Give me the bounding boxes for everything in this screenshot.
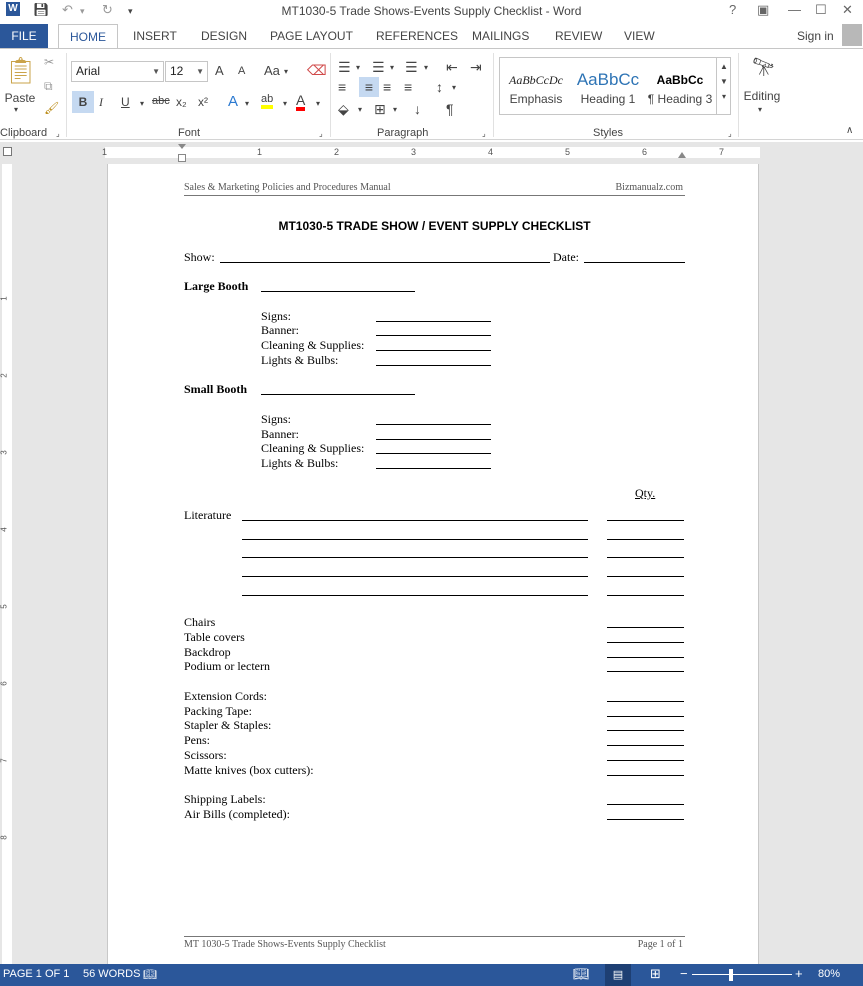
undo-dropdown-icon[interactable]: ▾ [80,6,85,16]
chevron-down-icon: ▼ [152,67,160,76]
divider [493,53,494,137]
qty-line[interactable] [607,775,684,776]
window-title: MT1030-5 Trade Shows-Events Supply Checklist - Word [281,4,582,18]
literature-line[interactable] [242,539,588,540]
borders-dropdown-icon[interactable]: ▾ [393,105,398,114]
qty-line[interactable] [607,730,684,731]
small-booth-item: Lights & Bulbs: [261,456,339,470]
ruler-tick: 3 [0,450,9,455]
large-booth-item-line[interactable] [376,350,491,351]
tab-view[interactable]: VIEW [624,29,655,43]
small-booth-item-line[interactable] [376,468,491,469]
ruler-tick: 7 [719,147,725,157]
highlight-dropdown-icon[interactable]: ▾ [283,99,288,108]
maximize-icon[interactable]: ☐ [815,2,827,17]
style-heading-3[interactable] [644,58,716,114]
literature-line[interactable] [242,576,588,577]
proofing-icon[interactable]: 📖︎ [143,969,157,981]
styles-group-label: Styles [593,127,623,139]
ruler-tick: 3 [411,147,417,157]
literature-line[interactable] [242,520,588,521]
qty-line[interactable] [607,642,684,643]
ruler-tick: 1 [0,296,9,301]
strikethrough-button[interactable]: abc [152,95,170,107]
styles-scroll[interactable] [716,58,731,114]
tab-review[interactable]: REVIEW [555,29,603,43]
zoom-in-icon[interactable]: + [795,966,803,981]
font-group-label: Font [178,127,201,139]
ruler-tick: 7 [0,758,9,763]
word-logo-icon: W [6,2,20,16]
copy-icon[interactable]: ⧉ [44,79,53,93]
large-booth-item: Signs: [261,309,292,323]
supply-item: Pens: [184,733,211,747]
ruler-tick: 6 [642,147,648,157]
large-booth-item: Cleaning & Supplies: [261,338,365,352]
zoom-out-icon[interactable]: − [680,966,688,981]
large-booth-field-line[interactable] [261,291,415,292]
chevron-down-icon[interactable]: ▼ [720,77,728,86]
font-color-dropdown-icon[interactable]: ▾ [316,99,321,108]
minimize-icon[interactable]: — [788,2,801,17]
small-booth-item-line[interactable] [376,439,491,440]
text-effects-dropdown-icon[interactable]: ▾ [245,99,250,108]
shading-icon[interactable]: ⬙ [338,101,349,117]
borders-icon[interactable]: ⊞ [374,101,386,117]
save-icon[interactable]: 💾︎ [33,2,50,17]
qty-line[interactable] [607,819,684,820]
divider [330,53,331,137]
qty-line[interactable] [607,716,684,717]
paste-dropdown-icon[interactable]: ▾ [14,105,19,114]
qty-line[interactable] [607,539,684,540]
tab-design[interactable]: DESIGN [201,29,248,43]
page-header-left: Sales & Marketing Policies and Procedures Manual [184,182,391,193]
divider [738,53,739,137]
qty-line[interactable] [607,701,684,702]
change-case-dropdown-icon[interactable]: ▾ [284,67,289,76]
supply-item: Backdrop [184,645,231,659]
ruler-tick: 4 [488,147,494,157]
clipboard-group-label: Clipboard [0,127,48,139]
show-field-line[interactable] [220,262,550,263]
qty-line[interactable] [607,745,684,746]
supply-item: Matte knives (box cutters): [184,763,314,777]
ruler-tick: 2 [334,147,340,157]
binoculars-icon[interactable]: 🔭︎ [752,57,775,77]
style-name: ¶ Heading 3 [647,92,713,106]
literature-line[interactable] [242,557,588,558]
font-name-value: Arial [76,64,101,78]
ruler-tick: 4 [0,527,9,532]
align-center-icon[interactable]: ≡ [359,77,379,97]
tab-file[interactable]: FILE [0,24,48,48]
avatar[interactable] [842,24,862,46]
bullets-icon[interactable]: ☰ [338,59,351,75]
small-booth-item: Cleaning & Supplies: [261,441,365,455]
decrease-indent-icon[interactable]: ⇤ [446,59,458,75]
large-booth-item-line[interactable] [376,321,491,322]
underline-dropdown-icon[interactable]: ▾ [140,99,145,108]
tab-home[interactable]: HOME [58,24,118,49]
numbering-icon[interactable]: ☰ [372,59,385,75]
cut-icon[interactable]: ✂ [44,55,55,69]
style-preview: AaBbCcDc [509,73,563,87]
ruler-tick: 5 [0,604,9,609]
italic-button[interactable]: I [99,95,103,109]
qty-line[interactable] [607,520,684,521]
bullets-dropdown-icon[interactable]: ▾ [356,63,361,72]
font-launcher-icon[interactable]: ⌟ [319,129,323,138]
numbering-dropdown-icon[interactable]: ▾ [390,63,395,72]
large-booth-item: Lights & Bulbs: [261,353,339,367]
document-page[interactable] [107,164,759,964]
small-booth-item: Banner: [261,427,299,441]
supply-item: Scissors: [184,748,227,762]
qty-line[interactable] [607,627,684,628]
font-size-combo[interactable] [165,61,208,82]
chevron-down-icon: ▼ [196,67,204,76]
shading-dropdown-icon[interactable]: ▾ [358,105,363,114]
large-booth-heading: Large Booth [184,279,249,293]
ruler-tick: 6 [0,681,9,686]
styles-gallery [499,57,731,115]
change-case-button[interactable]: Aa [264,63,280,78]
large-booth-item-line[interactable] [376,335,491,336]
literature-line[interactable] [242,595,588,596]
line-spacing-icon[interactable]: ↕ [436,79,443,95]
paragraph-group-label: Paragraph [377,127,429,139]
style-preview: AaBbCc [656,73,704,87]
tab-insert[interactable]: INSERT [133,29,177,43]
styles-launcher-icon[interactable]: ⌟ [728,129,732,138]
ribbon [0,48,863,140]
style-preview: AaBbCc [576,70,640,89]
multilevel-list-icon[interactable]: ☰ [405,59,418,75]
small-booth-field-line[interactable] [261,394,415,395]
qty-line[interactable] [607,804,684,805]
text-effects-icon[interactable]: A [228,93,239,110]
increase-indent-icon[interactable]: ⇥ [470,59,482,75]
small-booth-heading: Small Booth [184,382,248,396]
small-booth-item: Signs: [261,412,292,426]
show-hide-formatting-button[interactable]: ¶ [446,101,454,117]
redo-icon[interactable]: ↻ [102,2,113,17]
tab-page-layout[interactable]: PAGE LAYOUT [270,29,353,43]
horizontal-ruler[interactable] [0,142,863,164]
qty-line[interactable] [607,595,684,596]
qty-line[interactable] [607,671,684,672]
document-title: MT1030-5 TRADE SHOW / EVENT SUPPLY CHECKLIST [278,219,591,233]
vertical-ruler[interactable] [0,164,14,964]
document-area[interactable] [14,164,863,964]
zoom-slider-track[interactable] [692,974,792,975]
ribbon-display-icon[interactable]: ▣ [757,2,770,17]
large-booth-item-line[interactable] [376,365,491,366]
page-header-right: Bizmanualz.com [615,182,683,193]
editing-dropdown-icon[interactable]: ▾ [758,105,763,114]
read-mode-icon[interactable]: 📖︎ [573,966,590,981]
font-color-icon[interactable]: A [296,93,305,111]
superscript-button[interactable]: x² [198,95,208,109]
ribbon-tabs [0,24,863,48]
first-line-indent-marker[interactable] [178,144,186,149]
qty-line[interactable] [607,760,684,761]
tab-selector-icon[interactable] [3,147,12,156]
ruler-tick: 5 [565,147,571,157]
justify-icon[interactable]: ≡ [404,79,413,95]
ruler-strip [2,164,12,964]
font-size-value: 12 [170,64,184,78]
paragraph-launcher-icon[interactable]: ⌟ [482,129,486,138]
close-icon[interactable]: ✕ [842,2,853,17]
qty-heading: Qty. [635,486,656,500]
tab-references[interactable]: REFERENCES [376,29,459,43]
more-styles-icon[interactable]: ▾ [721,92,726,101]
chevron-up-icon[interactable]: ▲ [720,62,728,71]
customize-toolbar-icon[interactable]: ▾ [128,6,133,16]
supply-item: Packing Tape: [184,704,252,718]
style-emphasis[interactable] [500,58,572,114]
small-booth-item-line[interactable] [376,424,491,425]
right-indent-marker[interactable] [678,152,686,158]
date-label: Date: [553,250,579,264]
clipboard-launcher-icon[interactable]: ⌟ [56,129,60,138]
shrink-font-button[interactable]: A [238,65,246,77]
ruler-tick: 8 [0,835,9,840]
qty-line[interactable] [607,657,684,658]
page-count[interactable]: PAGE 1 OF 1 [3,968,70,980]
ruler-tick: 2 [0,373,9,378]
header-rule [184,195,685,196]
small-booth-item-line[interactable] [376,453,491,454]
qty-line[interactable] [607,557,684,558]
style-heading-1[interactable] [572,58,644,114]
footer-rule [184,936,685,937]
zoom-level[interactable]: 80% [818,968,841,980]
supply-item: Extension Cords: [184,689,267,703]
supply-item: Stapler & Staples: [184,718,272,732]
supply-item: Table covers [184,630,245,644]
ruler-tick: 1 [257,147,263,157]
paste-icon[interactable]: 📋︎ [4,55,38,85]
title-bar [0,0,863,22]
word-count[interactable]: 56 WORDS [83,968,141,980]
page-footer-right: Page 1 of 1 [637,939,683,950]
left-indent-marker[interactable] [178,154,186,162]
clear-formatting-icon[interactable]: ⌫ [307,62,327,78]
bold-button[interactable]: B [72,91,94,113]
page-footer-left: MT 1030-5 Trade Shows-Events Supply Checklist [184,939,386,950]
sign-in-link[interactable]: Sign in [797,29,834,43]
large-booth-item: Banner: [261,323,299,337]
supply-item: Podium or lectern [184,659,270,673]
subscript-button[interactable]: x₂ [176,95,187,109]
format-painter-icon[interactable]: 🖌︎ [44,101,60,115]
status-bar [0,964,863,986]
collapse-ribbon-icon[interactable]: ∧ [846,125,854,136]
divider [66,53,67,137]
qty-line[interactable] [607,576,684,577]
supply-item: Chairs [184,615,216,629]
sort-icon[interactable]: ↓ [414,101,421,117]
supply-item: Shipping Labels: [184,792,266,806]
align-right-icon[interactable]: ≡ [383,79,392,95]
zoom-slider-thumb[interactable] [729,969,733,981]
help-button[interactable]: ? [729,2,737,17]
editing-button[interactable]: Editing [743,89,781,103]
tab-mailings[interactable]: MAILINGS [472,29,530,43]
show-label: Show: [184,250,215,264]
style-name: Emphasis [509,92,563,106]
paste-button[interactable]: Paste [4,91,36,105]
highlight-icon[interactable]: ab [261,93,273,109]
print-layout-icon[interactable]: ▤ [605,964,631,986]
undo-icon[interactable]: ↶ [62,2,73,17]
align-left-icon[interactable]: ≡ [338,79,347,95]
literature-label: Literature [184,508,232,522]
ruler-tick: 1 [102,147,108,157]
ruler-strip [105,147,760,158]
date-field-line[interactable] [584,262,685,263]
line-spacing-dropdown-icon[interactable]: ▾ [452,83,457,92]
underline-button[interactable]: U [121,95,130,109]
multilevel-list-dropdown-icon[interactable]: ▾ [424,63,429,72]
supply-item: Air Bills (completed): [184,807,290,821]
web-layout-icon[interactable]: ⊞ [650,966,661,981]
grow-font-button[interactable]: A [215,63,224,78]
font-name-combo[interactable] [71,61,164,82]
style-name: Heading 1 [580,92,636,106]
